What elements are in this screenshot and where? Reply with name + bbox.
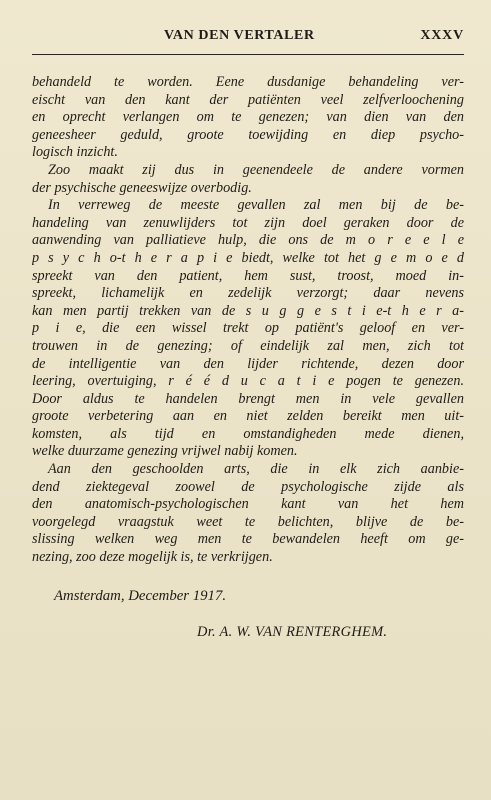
text-line: der psychische geneeswijze overbodig. <box>32 179 252 196</box>
text-line: de intelligentie van den lijder richtende, dezen door <box>32 355 464 372</box>
text-line: welke duurzame genezing vrijwel nabij komen. <box>32 443 298 460</box>
text-line: Zoo maakt zij dus in geenendeele de andere vormen <box>48 161 464 178</box>
text-line: spreekt van den patient, hem sust, troost, moed in- <box>32 267 464 284</box>
text-line: groote verbetering aan en niet zelden bereikt men uit- <box>32 408 464 425</box>
text-line: eischt van den kant der patiënten veel zelfverloochening <box>32 91 464 108</box>
page-number: XXXV <box>420 28 464 43</box>
text-line: voorgelegd vraagstuk weet te belichten, blijve de be- <box>32 513 464 530</box>
running-title: VAN DEN VERTALER <box>164 28 315 43</box>
body-text <box>32 74 464 567</box>
text-line: komsten, als tijd en omstandigheden mede dienen, <box>32 425 464 442</box>
text-line: handeling van zenuwlijders tot zijn doel geraken door de <box>32 214 464 231</box>
text-line: leering, overtuiging, r é é d u c a t i e pogen te genezen. <box>32 373 464 390</box>
text-line: aanwending van palliatieve hulp, die ons de m o r e e l e <box>32 232 464 249</box>
text-line: Aan den geschoolden arts, die in elk zich aanbie- <box>48 461 464 478</box>
page-header <box>32 28 464 50</box>
text-line: den anatomisch-psychologischen kant van het hem <box>32 496 464 513</box>
text-line: kan men partij trekken van de s u g g e s t i e-t h e r a- <box>32 302 464 319</box>
text-line: en oprecht verlangen om te genezen; van dien van den <box>32 109 464 126</box>
text-line: logisch inzicht. <box>32 144 118 161</box>
text-line: p s y c h o-t h e r a p i e biedt, welke tot het g e m o e d <box>32 249 464 266</box>
text-line: trouwen in de genezing; of eindelijk zal men, zich tot <box>32 337 464 354</box>
header-rule <box>32 54 464 55</box>
text-line: slissing welken weg men te bewandelen heeft om ge- <box>32 531 464 548</box>
text-line: Door aldus te handelen brengt men in vele gevallen <box>32 390 464 407</box>
text-line: dend ziektegeval zoowel de psychologische zijde als <box>32 478 464 495</box>
text-line: spreekt, lichamelijk en zedelijk verzorgt; daar nevens <box>32 285 464 302</box>
text-line: behandeld te worden. Eene dusdanige behandeling ver- <box>32 74 464 90</box>
text-line: p i e, die een wissel trekt op patiënt's geloof en ver- <box>32 320 464 337</box>
place-date: Amsterdam, December 1917. <box>54 588 227 604</box>
signature: Dr. A. W. VAN RENTERGHEM. <box>197 624 388 640</box>
text-line: In verreweg de meeste gevallen zal men bij de be- <box>48 197 464 214</box>
text-line: geneesheer geduld, groote toewijding en diep psycho- <box>32 126 464 143</box>
text-line: nezing, zoo deze mogelijk is, te verkrijgen. <box>32 549 273 566</box>
